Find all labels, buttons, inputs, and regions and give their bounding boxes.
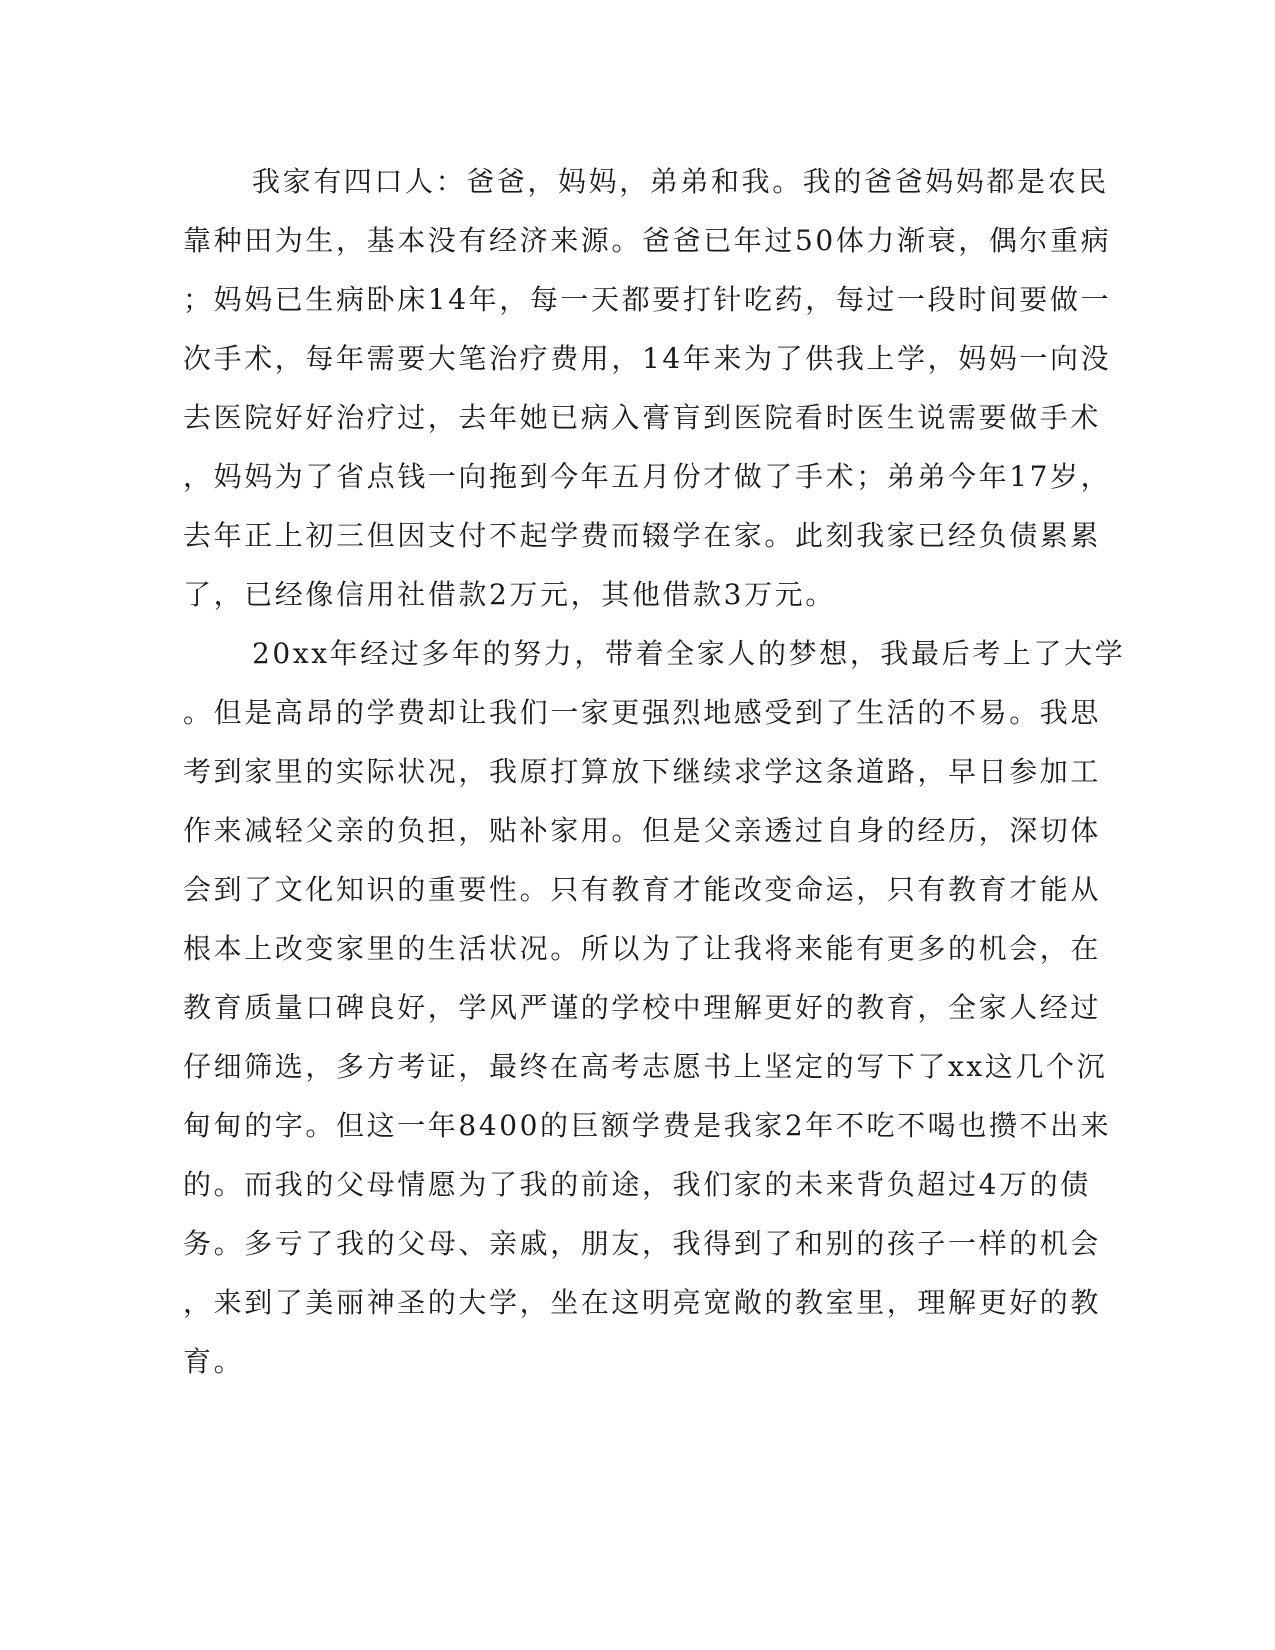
paragraph-line: ，妈妈为了省点钱一向拖到今年五月份才做了手术；弟弟今年17岁， xyxy=(183,460,1112,493)
paragraph-line: 次手术，每年需要大笔治疗费用，14年来为了供我上学，妈妈一向没 xyxy=(183,342,1112,375)
paragraph-line: ，来到了美丽神圣的大学，坐在这明亮宽敞的教室里，理解更好的教 xyxy=(183,1286,1102,1319)
paragraph-line: 我家有四口人：爸爸，妈妈，弟弟和我。我的爸爸妈妈都是农民 xyxy=(252,165,1109,198)
paragraph-line: 根本上改变家里的生活状况。所以为了让我将来能有更多的机会，在 xyxy=(183,932,1102,965)
paragraph-line: 靠种田为生，基本没有经济来源。爸爸已年过50体力渐衰，偶尔重病 xyxy=(183,224,1112,257)
paragraph-line: 育。 xyxy=(183,1345,245,1378)
paragraph-line: 了，已经像信用社借款2万元，其他借款3万元。 xyxy=(183,578,836,611)
paragraph-line: 教育质量口碑良好，学风严谨的学校中理解更好的教育，全家人经过 xyxy=(183,991,1102,1024)
paragraph-line: 的。而我的父母情愿为了我的前途，我们家的未来背负超过4万的债 xyxy=(183,1168,1091,1201)
paragraph-line: ；妈妈已生病卧床14年，每一天都要打针吃药，每过一段时间要做一 xyxy=(183,283,1112,316)
paragraph-line: 会到了文化知识的重要性。只有教育才能改变命运，只有教育才能从 xyxy=(183,873,1102,906)
paragraph-line: 考到家里的实际状况，我原打算放下继续求学这条道路，早日参加工 xyxy=(183,755,1102,788)
paragraph-line: 甸甸的字。但这一年8400的巨额学费是我家2年不吃不喝也攒不出来 xyxy=(183,1109,1112,1142)
paragraph-line: 20xx年经过多年的努力，带着全家人的梦想，我最后考上了大学 xyxy=(252,637,1126,670)
paragraph-line: 去年正上初三但因支付不起学费而辍学在家。此刻我家已经负债累累 xyxy=(183,519,1102,552)
paragraph-line: 去医院好好治疗过，去年她已病入膏肓到医院看时医生说需要做手术 xyxy=(183,401,1102,434)
paragraph-line: 务。多亏了我的父母、亲戚，朋友，我得到了和别的孩子一样的机会 xyxy=(183,1227,1102,1260)
paragraph-line: 。但是高昂的学费却让我们一家更强烈地感受到了生活的不易。我思 xyxy=(183,696,1102,729)
paragraph-line: 作来减轻父亲的负担，贴补家用。但是父亲透过自身的经历，深切体 xyxy=(183,814,1102,847)
paragraph-line: 仔细筛选，多方考证，最终在高考志愿书上坚定的写下了xx这几个沉 xyxy=(183,1050,1108,1083)
